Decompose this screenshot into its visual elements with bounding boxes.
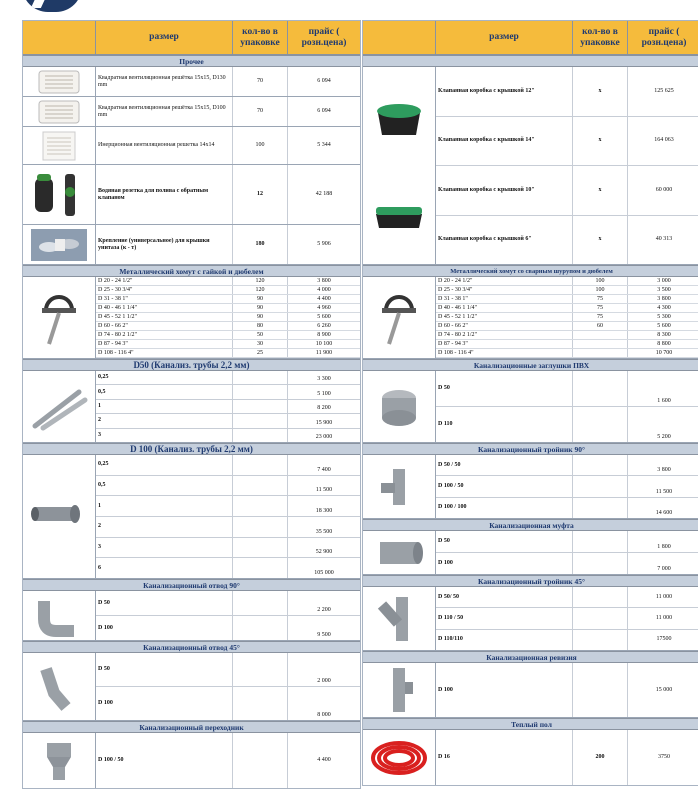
clamp-qty: 120: [233, 277, 288, 285]
clampweld-size: D 87 - 94 3": [436, 340, 573, 348]
clamp-qty: 80: [233, 322, 288, 330]
d50-size: 3: [96, 429, 233, 442]
reviziya-block: [363, 663, 698, 718]
perehodnik-block: [23, 733, 360, 788]
d100-price: 105 000: [314, 570, 334, 577]
valve-box-name: Клапанная коробка с крышкой 6": [436, 216, 573, 265]
troinik45-block: [363, 587, 698, 651]
water-socket-image: [23, 165, 96, 224]
mufta-price: 7 000: [657, 566, 671, 572]
d50-block: [23, 371, 360, 443]
clampweld-qty: [573, 331, 628, 339]
clampweld-qty: 60: [573, 322, 628, 330]
valve-box-name: Клапанная коробка с крышкой 12": [436, 67, 573, 116]
otvod45-price: 2 000: [317, 678, 331, 684]
troinik45-price: 17500: [656, 636, 672, 643]
product-price: 42 188: [315, 191, 333, 197]
perehodnik-price: 4 400: [317, 757, 331, 763]
clampweld-price: 3 800: [657, 295, 671, 302]
d100-size: 2: [96, 517, 233, 537]
clamp-qty: 120: [233, 286, 288, 294]
vent-grille-image: [23, 97, 96, 126]
clampweld-qty: 100: [573, 277, 628, 285]
tee-90-image: [363, 455, 436, 518]
perehodnik-size: D 100 / 50: [96, 733, 233, 788]
otvod45-size: D 50: [96, 653, 233, 686]
clamp-size: D 20 - 24 1/2": [96, 277, 233, 285]
clamp-size: D 25 - 30 3/4": [96, 286, 233, 294]
clamp-size: D 87 - 94 3": [96, 340, 233, 348]
troinik45-size: D 110/110: [436, 630, 573, 650]
d50-size: 0,25: [96, 371, 233, 384]
product-name: Водяная розетка для полива с обратным клапаном: [96, 165, 233, 224]
left-price-table: [22, 20, 361, 789]
troinik90-size: D 50 / 50: [436, 455, 573, 475]
pipe-cap-image: [363, 371, 436, 442]
clamp-size: D 45 - 52 1 1/2": [96, 313, 233, 321]
valve-box-price: 60 000: [655, 186, 673, 193]
valve-box-qty: x: [573, 117, 628, 166]
product-qty: 70: [233, 97, 288, 126]
d50-price: 23 000: [315, 434, 333, 441]
reviziya-price: 15 000: [655, 686, 673, 693]
clamp-qty: 30: [233, 340, 288, 348]
section-title-clamp: Металлический хомут с гайкой и дюбелем: [23, 265, 360, 277]
product-row: [23, 225, 360, 265]
clampweld-size: D 45 - 52 1 1/2": [436, 313, 573, 321]
troinik90-size: D 100 / 100: [436, 498, 573, 518]
valve-box-qty: x: [573, 166, 628, 215]
clampweld-price: 10 700: [655, 349, 673, 356]
product-price: 5 906: [317, 241, 331, 247]
clamp-price: 4 960: [317, 304, 331, 311]
d50-size: 0,5: [96, 385, 233, 398]
clamp-size: D 31 - 38 1": [96, 295, 233, 303]
section-title-clampweld: Металлический хомут со сварным шурупом и дюбелем: [363, 265, 698, 277]
otvod45-block: [23, 653, 360, 721]
product-name: Инерционная вентиляционная решетка 14x14: [96, 127, 233, 164]
clamp-size: D 60 - 66 2": [96, 322, 233, 330]
reviziya-size: D 100: [436, 663, 573, 717]
clampweld-price: 8 800: [657, 340, 671, 347]
elbow-90-image: [23, 591, 96, 640]
clampweld-price: 3 500: [657, 286, 671, 293]
otvod90-price: 9 500: [317, 632, 331, 638]
header-image-cell: [363, 21, 436, 54]
header-price: прайс ( розн.цена): [301, 26, 347, 48]
inspection-pipe-image: [363, 663, 436, 717]
clamp-block: [23, 277, 360, 359]
clamp-size: D 74 - 80 2 1/2": [96, 331, 233, 339]
section-title-troinik90: Канализационный тройник 90°: [363, 443, 698, 455]
otvod90-size: D 50: [96, 591, 233, 615]
clampweld-size: D 74 - 80 2 1/2": [436, 331, 573, 339]
inertial-grille-image: [23, 127, 96, 164]
vent-grille-image: [23, 67, 96, 96]
product-price: 6 094: [317, 78, 331, 84]
clamp-price: 8 900: [317, 331, 331, 338]
d50-price: 5 100: [317, 390, 331, 397]
clampweld-qty: [573, 340, 628, 348]
product-qty: 12: [233, 165, 288, 224]
section-title-pol: Теплый пол: [363, 718, 698, 730]
zaglushki-size: D 110: [436, 407, 573, 442]
clamp-size: D 40 - 46 1 1/4": [96, 304, 233, 312]
clamp-price: 10 100: [315, 340, 333, 347]
floor-heating-pipe-image: [363, 730, 436, 785]
product-qty: 70: [233, 67, 288, 96]
clampweld-price: 5 300: [657, 313, 671, 320]
otvod90-size: D 100: [96, 616, 233, 640]
d100-block: [23, 455, 360, 579]
clampweld-qty: 75: [573, 295, 628, 303]
section-title-otvod90: Канализационный отвод 90°: [23, 579, 360, 591]
d50-price: 15 900: [315, 419, 333, 426]
pol-price: 3750: [658, 754, 670, 760]
d100-price: 52 900: [315, 549, 333, 556]
troinik90-price: 3 800: [657, 467, 671, 474]
section-title-perehodnik: Канализационный переходник: [23, 721, 360, 733]
troinik90-price: 11 500: [655, 488, 673, 495]
product-row: [23, 97, 360, 127]
d100-size: 0,25: [96, 455, 233, 475]
d50-price: 8 200: [317, 405, 331, 412]
product-name: Квадратная вентиляционная решётка 15x15, D100 mm: [96, 97, 233, 126]
section-title-otvod45: Канализационный отвод 45°: [23, 641, 360, 653]
header-price: прайс ( розн.цена): [641, 26, 687, 48]
troinik45-price: 11 000: [655, 614, 673, 621]
section-title-prochee: Прочее: [23, 55, 360, 67]
clamp-image: [23, 277, 96, 358]
section-title-d50: D50 (Канализ. трубы 2,2 мм): [23, 359, 360, 371]
clamp-qty: 90: [233, 304, 288, 312]
clamp-qty: 90: [233, 313, 288, 321]
reducer-image: [23, 733, 96, 788]
product-price: 6 094: [317, 108, 331, 114]
clampweld-size: D 25 - 30 3/4": [436, 286, 573, 294]
clamp-size: D 108 - 116 4": [96, 349, 233, 357]
clampweld-size: D 40 - 46 1 1/4": [436, 304, 573, 312]
mufta-size: D 100: [436, 553, 573, 574]
zaglushki-size: D 50: [436, 371, 573, 406]
d100-price: 18 300: [315, 508, 333, 515]
mufta-price: 1 800: [657, 544, 671, 550]
clampweld-price: 5 600: [657, 322, 671, 329]
valve-box-price: 40 313: [655, 236, 673, 243]
valve-box-block: [363, 67, 698, 265]
table-header: [23, 21, 360, 55]
valve-box-price: 125 625: [654, 87, 674, 94]
header-size: размер: [436, 21, 573, 54]
pol-size: D 16: [436, 730, 573, 785]
section-title-troinik45: Канализационный тройник 45°: [363, 575, 698, 587]
product-qty: 180: [233, 225, 288, 264]
d100-size: 6: [96, 558, 233, 578]
d100-price: 7 400: [317, 466, 331, 473]
d50-size: 2: [96, 414, 233, 427]
clamp-price: 4 400: [317, 295, 331, 302]
valve-box-qty: x: [573, 67, 628, 116]
clamp-qty: 25: [233, 349, 288, 357]
valve-box-price: 164 063: [654, 137, 674, 144]
header-qty: кол-во в упаковке: [233, 21, 288, 54]
section-title-zaglushki: Канализационные заглушки ПВХ: [363, 359, 698, 371]
clampweld-qty: 75: [573, 313, 628, 321]
product-name: Квадратная вентиляционная решётка 15x15, D130 mm: [96, 67, 233, 96]
mufta-block: [363, 531, 698, 575]
section-spacer: [363, 55, 698, 67]
clamp-weld-image: [363, 277, 436, 358]
pipe-d100-image: [23, 455, 96, 578]
table-header: [363, 21, 698, 55]
product-price: 5 344: [317, 142, 331, 148]
clamp-price: 4 000: [317, 286, 331, 293]
otvod90-price: 2 200: [317, 607, 331, 613]
product-row: [23, 127, 360, 165]
clampweld-qty: [573, 349, 628, 357]
product-name: Крепление (универсальное) для крышки унитаза (к - т): [96, 225, 233, 264]
pipe-d50-image: [23, 371, 96, 442]
clampweld-size: D 31 - 38 1": [436, 295, 573, 303]
section-title-mufta: Канализационная муфта: [363, 519, 698, 531]
zaglushki-price: 5 200: [657, 434, 671, 440]
clampweld-size: D 60 - 66 2": [436, 322, 573, 330]
clampweld-size: D 108 - 116 4": [436, 349, 573, 357]
clampweld-price: 4 300: [657, 304, 671, 311]
valve-box-name: Клапанная коробка с крышкой 14": [436, 117, 573, 166]
mufta-size: D 50: [436, 531, 573, 552]
d100-size: 0,5: [96, 476, 233, 496]
d100-price: 11 500: [315, 487, 333, 494]
troinik45-size: D 50/ 50: [436, 587, 573, 607]
valve-box-image: [363, 67, 436, 264]
otvod90-block: [23, 591, 360, 641]
otvod45-size: D 100: [96, 687, 233, 720]
toilet-fixing-image: [23, 225, 96, 264]
clampweld-price: 3 000: [657, 277, 671, 284]
header-qty: кол-во в упаковке: [573, 21, 628, 54]
clampweld-qty: 75: [573, 304, 628, 312]
right-price-table: [362, 20, 698, 786]
d50-price: 3 300: [317, 376, 331, 383]
otvod45-price: 8 000: [317, 712, 331, 718]
clamp-price: 5 600: [317, 313, 331, 320]
section-title-reviziya: Канализационная ревизия: [363, 651, 698, 663]
d100-size: 3: [96, 538, 233, 558]
product-row: [23, 165, 360, 225]
zaglushki-price: 1 600: [657, 398, 671, 404]
valve-box-qty: x: [573, 216, 628, 265]
pol-qty: 200: [573, 730, 628, 785]
clampweld-qty: 100: [573, 286, 628, 294]
section-title-d100: D 100 (Канализ. трубы 2,2 мм): [23, 443, 360, 455]
valve-box-name: Клапанная коробка с крышкой 10": [436, 166, 573, 215]
troinik90-size: D 100 / 50: [436, 476, 573, 496]
product-row: [23, 67, 360, 97]
product-qty: 100: [233, 127, 288, 164]
elbow-45-image: [23, 653, 96, 720]
company-logo: [22, 0, 82, 12]
d100-size: 1: [96, 496, 233, 516]
clamp-qty: 90: [233, 295, 288, 303]
pol-block: [363, 730, 698, 785]
troinik90-block: [363, 455, 698, 519]
clamp-qty: 50: [233, 331, 288, 339]
zaglushki-block: [363, 371, 698, 443]
troinik45-price: 11 000: [655, 593, 673, 600]
d100-price: 35 500: [315, 528, 333, 535]
d50-size: 1: [96, 400, 233, 413]
troinik90-price: 14 600: [655, 509, 673, 516]
tee-45-image: [363, 587, 436, 650]
clampweld-block: [363, 277, 698, 359]
clamp-price: 3 800: [317, 277, 331, 284]
coupling-image: [363, 531, 436, 574]
clampweld-size: D 20 - 24 1/2": [436, 277, 573, 285]
header-size: размер: [96, 21, 233, 54]
troinik45-size: D 110 / 50: [436, 608, 573, 628]
clamp-price: 6 260: [317, 322, 331, 329]
header-image-cell: [23, 21, 96, 54]
clampweld-price: 8 300: [657, 331, 671, 338]
clamp-price: 11 900: [315, 349, 333, 356]
